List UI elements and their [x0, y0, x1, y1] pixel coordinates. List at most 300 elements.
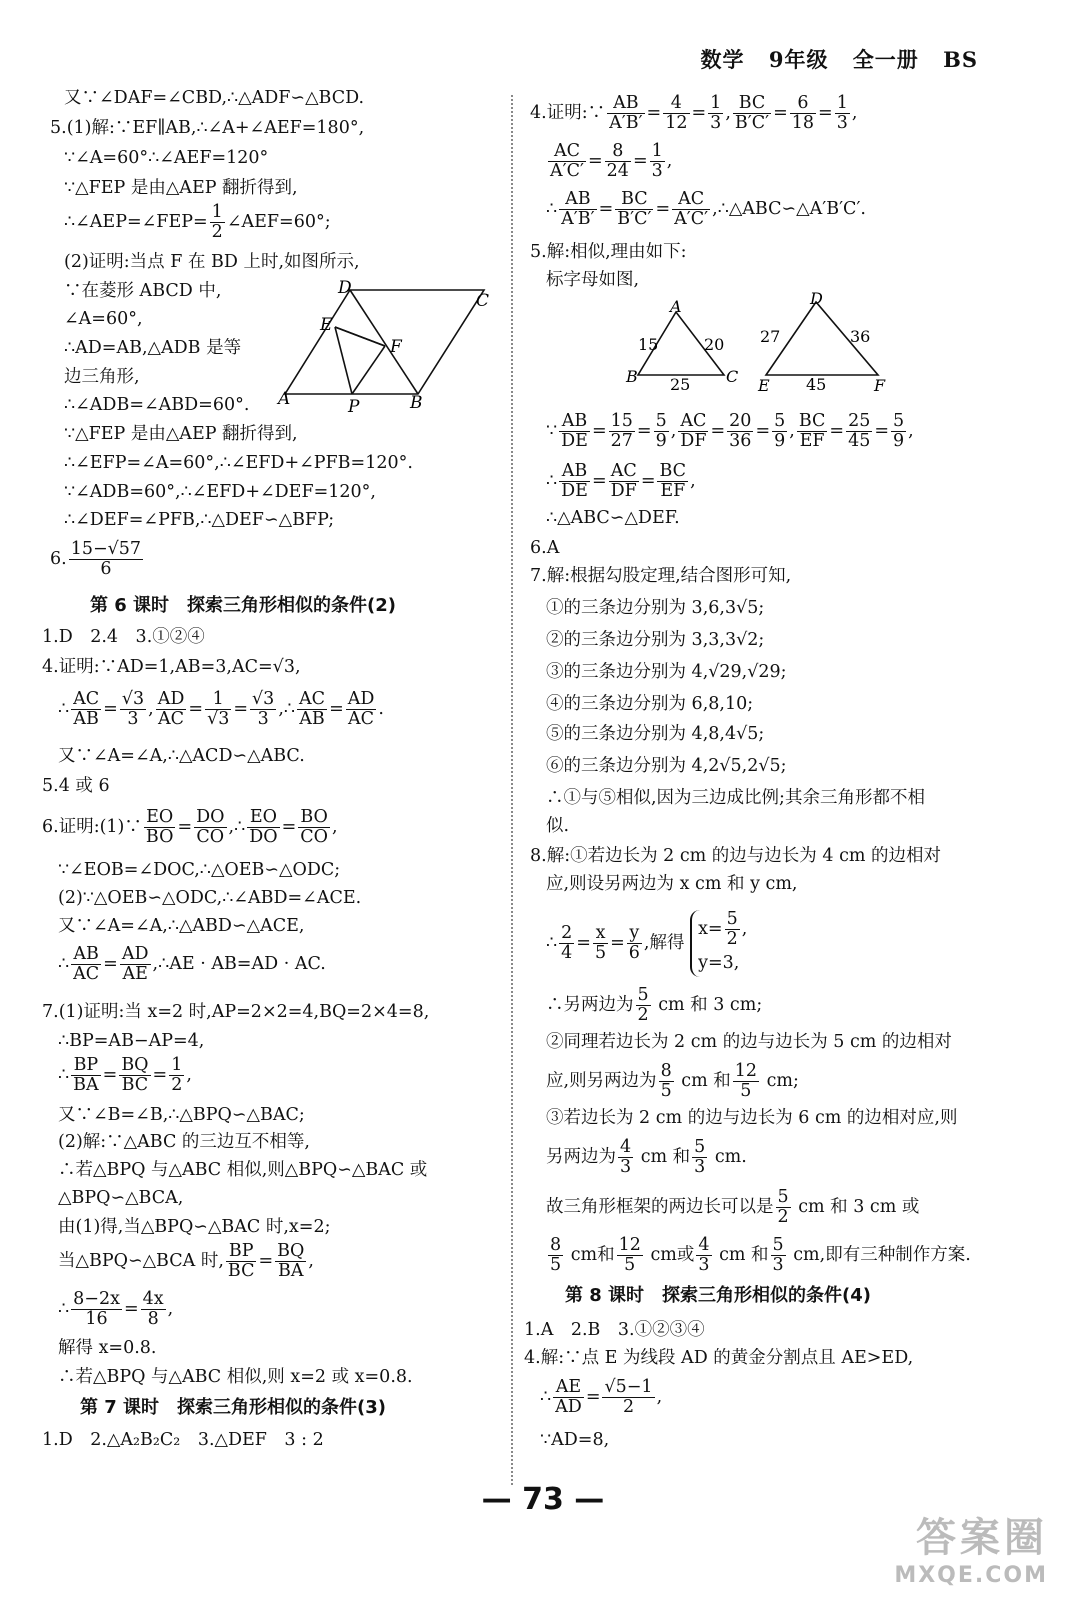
text: ,	[666, 151, 673, 171]
answer-line: 6.A	[530, 538, 560, 558]
fraction	[210, 203, 225, 242]
text: =	[329, 699, 344, 719]
answer-line: ∴若△BPQ 与△ABC 相似,则 x=2 或 x=0.8.	[58, 1367, 413, 1387]
section-title: 第 7 课时 探索三角形相似的条件(3)	[80, 1397, 387, 1418]
numerator: 1	[171, 1055, 183, 1075]
numerator: 5	[772, 1235, 784, 1255]
text: ∴∠AEP=∠FEP=	[64, 212, 208, 232]
numerator: 5	[774, 411, 786, 431]
text: cm.	[709, 1147, 747, 1167]
answer-line	[58, 1242, 314, 1281]
numerator: 4	[698, 1235, 710, 1255]
text: cm 和 3 cm;	[652, 995, 763, 1015]
segment-pf	[352, 346, 385, 394]
text: =	[610, 933, 625, 953]
denominator: AC	[348, 709, 375, 729]
answer-line: 又∵∠B=∠B,∴△BPQ∽△BAC;	[58, 1105, 305, 1125]
text: ∠AEF=60°;	[226, 212, 331, 232]
answer-line	[546, 412, 914, 451]
answer-line: ②的三条边分别为 3,3,3√2;	[546, 630, 765, 650]
denominator: A′B′	[561, 209, 595, 229]
denominator: DF	[610, 481, 637, 501]
fraction	[627, 924, 642, 963]
answer-line: 边三角形,	[64, 367, 140, 387]
denominator: 12	[665, 113, 688, 133]
answer-line: 似.	[546, 816, 570, 836]
section-title: 第 6 课时 探索三角形相似的条件(2)	[90, 595, 397, 616]
numerator: BP	[226, 1242, 257, 1262]
answer-line: ∵AD=8,	[540, 1430, 610, 1450]
text: =	[177, 817, 193, 837]
numerator: 8	[660, 1061, 672, 1081]
denominator: CO	[196, 827, 225, 847]
answer-line	[540, 1378, 662, 1417]
similar-triangles-figure	[620, 290, 900, 398]
label-c: C	[476, 291, 490, 311]
fraction	[696, 1236, 711, 1275]
answer-line: ∠A=60°,	[64, 309, 143, 329]
fraction	[708, 94, 723, 133]
denominator: 6	[628, 943, 640, 963]
denominator: BA	[73, 1075, 99, 1095]
text: ,∴	[228, 817, 246, 837]
numerator: 5	[655, 411, 667, 431]
text: ,	[148, 699, 154, 719]
numerator: 8	[605, 142, 631, 162]
answer-line: ∵∠EOB=∠DOC,∴△OEB∽△ODC;	[58, 860, 341, 880]
fraction	[678, 412, 708, 451]
numerator: 4x	[142, 1289, 164, 1309]
text: ∴	[546, 933, 558, 953]
answer-line: ③若边长为 2 cm 的边与边长为 6 cm 的边相对应,则	[546, 1108, 958, 1128]
fraction	[602, 1378, 654, 1417]
fraction	[607, 94, 644, 133]
numerator: EO	[144, 808, 176, 828]
fraction	[636, 986, 651, 1025]
answer-line: 7.(1)证明:当 x=2 时,AP=2×2=4,BQ=2×4=8,	[42, 1002, 430, 1022]
answer-line	[546, 1138, 747, 1177]
numerator: AC	[548, 142, 586, 162]
answer-line: ③的三条边分别为 4,√29,√29;	[546, 662, 787, 682]
numerator: 15	[610, 411, 633, 431]
text: cm,即有三种制作方案.	[787, 1245, 971, 1265]
text: ,	[725, 103, 731, 123]
denominator: 5	[624, 1255, 636, 1275]
fraction	[169, 1056, 184, 1095]
text: cm和	[565, 1245, 615, 1265]
denominator: 9	[893, 431, 905, 451]
answer-line: ∴∠EFP=∠A=60°,∴∠EFD+∠PFB=120°.	[64, 453, 413, 473]
label-e: E	[320, 315, 333, 335]
fraction	[559, 412, 590, 451]
header-edition: BS	[943, 47, 978, 72]
fraction	[553, 1378, 584, 1417]
side-df: 36	[850, 327, 871, 346]
numerator: BQ	[121, 1055, 149, 1075]
fraction	[71, 1290, 122, 1329]
text: ,解得	[643, 933, 685, 953]
text: =	[233, 699, 249, 719]
text: 另两边为	[546, 1147, 616, 1167]
label-a: A	[278, 389, 291, 409]
denominator: DF	[680, 431, 707, 451]
numerator: EO	[247, 808, 279, 828]
fraction	[346, 690, 377, 729]
label-b: B	[410, 393, 423, 413]
answer-line: 解得 x=0.8.	[58, 1338, 157, 1358]
answer-line: 又∵∠A=∠A,∴△ABD∽△ACE,	[58, 916, 305, 936]
denominator: BA	[278, 1261, 304, 1281]
watermark-logo: 答案圈	[916, 1515, 1048, 1561]
text: =	[152, 1065, 168, 1085]
text: 故三角形框架的两边长可以是	[546, 1197, 774, 1217]
denominator: 3	[836, 113, 848, 133]
text: ,	[789, 421, 795, 441]
answer-line: ∴①与⑤相似,因为三边成比例;其余三角形都不相	[546, 788, 925, 808]
denominator: DE	[561, 481, 588, 501]
denominator: B′C′	[617, 209, 652, 229]
text: ,	[308, 1251, 314, 1271]
text: =	[710, 421, 726, 441]
numerator: 5	[637, 985, 649, 1005]
fraction	[797, 412, 828, 451]
answer-line	[58, 945, 326, 984]
numerator: AB	[559, 412, 590, 432]
fraction	[692, 1138, 707, 1177]
answer-line: 5.4 或 6	[42, 776, 110, 796]
denominator: 9	[774, 431, 786, 451]
label-d: D	[338, 278, 352, 298]
vertex-d: D	[810, 290, 823, 308]
numerator: √5−1	[604, 1377, 653, 1397]
denominator: AB	[73, 709, 99, 729]
fraction	[727, 412, 753, 451]
fraction	[120, 945, 151, 984]
answer-line: 8.解:①若边长为 2 cm 的边与边长为 4 cm 的边相对	[530, 846, 942, 866]
text: =	[632, 151, 648, 171]
side-ab: 15	[638, 335, 659, 354]
answer-line: ∴AD=AB,△ADB 是等	[64, 338, 242, 358]
denominator: 3	[620, 1157, 632, 1177]
page-number: — 73 —	[481, 1482, 605, 1517]
denominator: 45	[848, 431, 871, 451]
denominator: 36	[729, 431, 752, 451]
fraction	[617, 1236, 643, 1275]
fraction	[298, 808, 330, 847]
numerator: 4	[620, 1137, 632, 1157]
denominator: √3	[207, 709, 230, 729]
text: ,	[332, 817, 338, 837]
answer-line	[546, 462, 696, 501]
fraction	[144, 808, 176, 847]
text: 当△BPQ∽△BCA 时,	[58, 1251, 224, 1271]
side-ef: 45	[806, 375, 827, 394]
numerator: 1	[836, 93, 848, 113]
fraction	[119, 1056, 150, 1095]
answer-line: 4.解:∵点 E 为线段 AD 的黄金分割点且 AE>ED,	[524, 1348, 914, 1368]
denominator: 2	[622, 1397, 635, 1417]
text: cm 和 3 cm 或	[792, 1197, 920, 1217]
fraction	[609, 412, 635, 451]
fraction	[275, 1242, 306, 1281]
text: =	[640, 471, 656, 491]
numerator: 25	[848, 411, 871, 431]
text: ∴	[546, 471, 558, 491]
text: =	[773, 103, 788, 123]
answer-line: △BPQ∽△BCA,	[58, 1188, 184, 1208]
denominator: 18	[791, 113, 815, 133]
vertex-e: E	[758, 376, 770, 395]
numerator: BC	[733, 94, 771, 114]
rhombus-figure	[272, 278, 502, 418]
numerator: BQ	[277, 1241, 305, 1261]
text: =	[258, 1251, 274, 1271]
numerator: AD	[121, 944, 149, 964]
fraction	[297, 690, 327, 729]
text: ,∴AE · AB=AD · AC.	[152, 954, 326, 974]
answer-line: ∵∠ADB=60°,∴∠EFD+∠DEF=120°,	[64, 482, 376, 502]
answer-line: ∵在菱形 ABCD 中,	[64, 281, 222, 301]
fraction	[247, 808, 279, 847]
diagonal-bd	[350, 290, 418, 394]
fraction	[790, 94, 816, 133]
denominator: BO	[145, 827, 174, 847]
fraction	[771, 1236, 786, 1275]
system-line-y: y=3,	[698, 953, 740, 973]
numerator: DO	[196, 807, 225, 827]
vertex-c: C	[726, 367, 739, 386]
numerator: y	[627, 924, 642, 944]
text: ∴	[546, 199, 558, 219]
text: =	[576, 933, 591, 953]
answer-line: ∴∠DEF=∠PFB,∴△DEF∽△BFP;	[64, 510, 335, 530]
text: ,	[908, 421, 914, 441]
denominator: 5	[740, 1081, 752, 1101]
text: =	[281, 817, 297, 837]
answer-line	[546, 1236, 971, 1275]
fraction	[772, 412, 787, 451]
text: ,	[186, 1065, 192, 1085]
fraction	[141, 1290, 166, 1329]
fraction	[71, 690, 101, 729]
fraction	[654, 412, 669, 451]
segment-fold	[335, 327, 385, 346]
denominator: CO	[300, 827, 329, 847]
text: ∴	[540, 1387, 552, 1407]
answer-line: (2)∵△OEB∽△ODC,∴∠ABD=∠ACE.	[58, 888, 362, 908]
answer-line: 由(1)得,当△BPQ∽△BAC 时,x=2;	[58, 1217, 331, 1237]
denominator: 3	[694, 1157, 706, 1177]
label-p: P	[348, 397, 360, 417]
denominator: A′B′	[609, 113, 643, 133]
text: cm 和	[675, 1071, 731, 1091]
text: cm或	[644, 1245, 695, 1265]
text: ∴	[58, 954, 70, 974]
fraction	[733, 1062, 759, 1101]
side-de: 27	[760, 327, 781, 346]
numerator: 20	[729, 411, 752, 431]
answer-line: ②同理若边长为 2 cm 的边与边长为 5 cm 的边相对	[546, 1032, 952, 1052]
text: cm 和	[713, 1245, 769, 1265]
text: =	[103, 954, 118, 974]
text: ,∴△ABC∽△A′B′C′.	[712, 199, 866, 219]
answer-line	[546, 1188, 919, 1227]
numerator: AC	[678, 412, 708, 432]
numerator: 1	[211, 202, 223, 222]
denominator: 5	[660, 1081, 672, 1101]
answer-line	[546, 1062, 799, 1101]
numerator: 15−√57	[70, 539, 142, 559]
fraction	[846, 412, 872, 451]
page-header	[685, 44, 978, 74]
text: 应,则另两边为	[546, 1071, 657, 1091]
text: =	[755, 421, 771, 441]
numerator: √3	[252, 689, 275, 709]
numerator: 1	[651, 141, 663, 161]
fraction	[609, 462, 639, 501]
answer-line	[58, 1056, 192, 1095]
answer-line: 又∵∠A=∠A,∴△ACD∽△ABC.	[58, 746, 305, 766]
denominator: BC	[227, 1261, 255, 1281]
fraction	[725, 910, 740, 949]
denominator: DE	[561, 431, 588, 451]
numerator: BP	[71, 1056, 101, 1076]
denominator: 2	[211, 222, 223, 242]
numerator: BC	[659, 461, 687, 481]
answer-line	[50, 540, 145, 579]
answer-line: ∵∠A=60°∴∠AEF=120°	[64, 148, 269, 168]
fraction	[548, 1236, 563, 1275]
text: =	[655, 199, 671, 219]
answer-line: 又∵∠DAF=∠CBD,∴△ADF∽△BCD.	[64, 88, 365, 108]
answer-line: ④的三条边分别为 6,8,10;	[546, 694, 754, 714]
answer-line	[546, 142, 672, 181]
numerator: 6	[790, 94, 816, 114]
answer-line	[546, 986, 762, 1025]
vertex-a: A	[670, 297, 682, 316]
fraction	[548, 142, 586, 181]
answer-line	[546, 190, 866, 229]
answer-line: ∴△ABC∽△DEF.	[546, 508, 680, 528]
equation-system	[690, 910, 747, 977]
text: =	[123, 1299, 139, 1319]
denominator: 2	[637, 1005, 649, 1025]
fraction	[559, 190, 596, 229]
numerator: 12	[618, 1235, 641, 1255]
text: ∴	[58, 1065, 70, 1085]
answer-line	[58, 1290, 173, 1329]
denominator: A′C′	[550, 161, 584, 181]
denominator: A′C′	[674, 209, 709, 229]
numerator: AB	[607, 94, 644, 114]
denominator: 5	[550, 1255, 562, 1275]
text: ∵	[546, 421, 558, 441]
system-line-x	[698, 910, 747, 949]
fraction	[205, 690, 231, 729]
denominator: 2	[777, 1207, 789, 1227]
text: =	[598, 199, 614, 219]
answer-line: ∴若△BPQ 与△ABC 相似,则△BPQ∽△BAC 或	[58, 1160, 428, 1180]
denominator: 3	[710, 113, 722, 133]
text: ∴	[58, 699, 70, 719]
header-grade: 9年级	[768, 47, 829, 72]
text: =	[585, 1387, 601, 1407]
denominator: AC	[73, 964, 100, 984]
text: x=	[698, 919, 723, 939]
denominator: 5	[594, 943, 607, 963]
section-title: 第 8 课时 探索三角形相似的条件(4)	[565, 1285, 872, 1306]
answer-line: ∴∠ADB=∠ABD=60°.	[64, 395, 250, 415]
column-divider	[511, 95, 513, 1485]
numerator: x	[593, 924, 608, 944]
side-bc: 25	[670, 375, 691, 394]
numerator: 12	[734, 1061, 758, 1081]
denominator: EF	[660, 481, 686, 501]
text: ,	[656, 1387, 663, 1407]
fraction	[120, 690, 146, 729]
answer-line: 4.证明:∵AD=1,AB=3,AC=√3,	[42, 657, 301, 677]
numerator: 1	[205, 690, 231, 710]
numerator: 5	[694, 1137, 706, 1157]
numerator: √3	[121, 689, 145, 709]
denominator: 3	[257, 709, 269, 729]
vertex-f: F	[874, 376, 886, 395]
side-ac: 20	[704, 335, 725, 354]
fraction	[71, 1056, 101, 1095]
denominator: 16	[85, 1309, 108, 1329]
fraction	[650, 142, 665, 181]
segment-ep	[335, 327, 352, 394]
text: =	[818, 103, 833, 123]
text: ,	[690, 471, 696, 491]
answer-line: ⑤的三条边分别为 4,8,4√5;	[546, 724, 765, 744]
numerator: AE	[553, 1378, 584, 1398]
answer-line: 5.(1)解:∵EF∥AB,∴∠A+∠AEF=180°,	[50, 118, 365, 138]
fraction	[194, 808, 226, 847]
fraction	[69, 540, 143, 579]
text: 6.证明:(1)∵	[42, 817, 142, 837]
text: ∴另两边为	[546, 995, 634, 1015]
answer-line	[530, 94, 857, 133]
answer-line: (2)解:∵△ABC 的三边互不相等,	[58, 1132, 310, 1152]
fraction	[891, 412, 906, 451]
text: =	[188, 699, 204, 719]
denominator: 3	[127, 709, 139, 729]
fraction	[559, 924, 574, 963]
denominator: BC	[121, 1075, 149, 1095]
fraction	[71, 945, 101, 984]
fraction	[593, 924, 608, 963]
fraction	[605, 142, 631, 181]
denominator: AE	[122, 964, 148, 984]
answer-line: 7.解:根据勾股定理,结合图形可知,	[530, 566, 792, 586]
numerator: AC	[672, 190, 710, 210]
denominator: 24	[606, 161, 629, 181]
answer-line: ∴BP=AB−AP=4,	[58, 1031, 205, 1051]
label-f: F	[390, 337, 402, 357]
answer-line: 标字母如图,	[546, 270, 640, 290]
denominator: AB	[299, 709, 325, 729]
denominator: 3	[772, 1255, 784, 1275]
text: =	[691, 103, 707, 123]
numerator: AB	[559, 190, 596, 210]
answer-line: 1.D 2.△A₂B₂C₂ 3.△DEF 3 : 2	[42, 1430, 324, 1450]
vertex-b: B	[626, 367, 638, 386]
answer-line: ⑥的三条边分别为 4,2√5,2√5;	[546, 756, 787, 776]
answer-line	[546, 910, 747, 977]
answer-line: 1.A 2.B 3.①②③④	[524, 1320, 705, 1340]
numerator: BO	[298, 808, 330, 828]
